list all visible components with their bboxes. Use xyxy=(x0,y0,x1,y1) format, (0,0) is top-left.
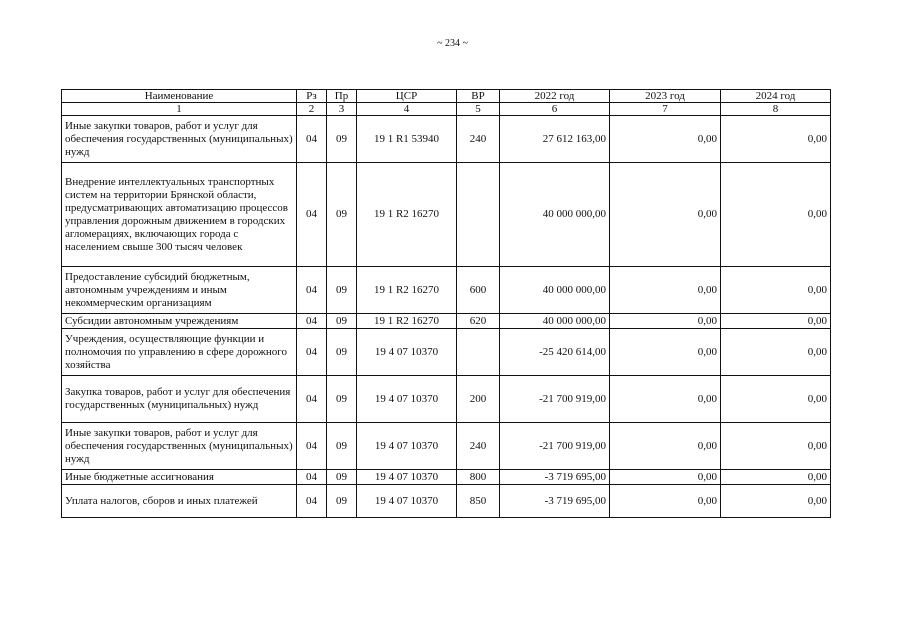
row-2024-cell: 0,00 xyxy=(721,267,831,314)
column-number: 2 xyxy=(297,103,327,116)
column-number: 8 xyxy=(721,103,831,116)
table-row xyxy=(62,163,831,267)
row-csr-cell: 19 1 R2 16270 xyxy=(357,314,457,329)
row-rz-cell: 04 xyxy=(297,470,327,485)
header-rz: Рз xyxy=(297,90,327,103)
row-pr-cell: 09 xyxy=(327,163,357,267)
table-row xyxy=(62,329,831,376)
row-2023-cell: 0,00 xyxy=(610,470,721,485)
row-pr-cell: 09 xyxy=(327,329,357,376)
row-vr-cell: 600 xyxy=(457,267,500,314)
row-2022-cell: -3 719 695,00 xyxy=(500,470,610,485)
row-pr-cell: 09 xyxy=(327,376,357,423)
table-row xyxy=(62,485,831,518)
row-rz-cell: 04 xyxy=(297,329,327,376)
table-row xyxy=(62,376,831,423)
row-rz-cell: 04 xyxy=(297,116,327,163)
row-rz-cell: 04 xyxy=(297,485,327,518)
row-vr-cell: 620 xyxy=(457,314,500,329)
row-csr-cell: 19 4 07 10370 xyxy=(357,485,457,518)
row-name-cell: Иные закупки товаров, работ и услуг для обеспечения государственных (муниципальных) нужд xyxy=(62,423,297,470)
row-name-cell: Предоставление субсидий бюджетным, автономным учреждениям и иным некоммерческим организациям xyxy=(62,267,297,314)
row-2022-cell: 40 000 000,00 xyxy=(500,314,610,329)
row-2023-cell: 0,00 xyxy=(610,267,721,314)
row-2022-cell: -25 420 614,00 xyxy=(500,329,610,376)
row-pr-cell: 09 xyxy=(327,423,357,470)
row-csr-cell: 19 1 R2 16270 xyxy=(357,163,457,267)
column-number: 5 xyxy=(457,103,500,116)
row-rz-cell: 04 xyxy=(297,314,327,329)
row-2023-cell: 0,00 xyxy=(610,329,721,376)
row-vr-cell: 200 xyxy=(457,376,500,423)
row-2024-cell: 0,00 xyxy=(721,116,831,163)
row-name-cell: Закупка товаров, работ и услуг для обеспечения государственных (муниципальных) нужд xyxy=(62,376,297,423)
row-2023-cell: 0,00 xyxy=(610,485,721,518)
row-vr-cell: 240 xyxy=(457,423,500,470)
row-rz-cell: 04 xyxy=(297,423,327,470)
row-2022-cell: -21 700 919,00 xyxy=(500,376,610,423)
row-pr-cell: 09 xyxy=(327,267,357,314)
column-number-row xyxy=(62,103,831,116)
header-vr: ВР xyxy=(457,90,500,103)
row-pr-cell: 09 xyxy=(327,470,357,485)
row-csr-cell: 19 1 R2 16270 xyxy=(357,267,457,314)
row-name-cell: Учреждения, осуществляющие функции и полномочия по управлению в сфере дорожного хозяйства xyxy=(62,329,297,376)
row-csr-cell: 19 4 07 10370 xyxy=(357,423,457,470)
header-name: Наименование xyxy=(62,90,297,103)
row-name-cell: Субсидии автономным учреждениям xyxy=(62,314,297,329)
budget-table xyxy=(61,89,831,518)
row-2024-cell: 0,00 xyxy=(721,314,831,329)
row-csr-cell: 19 1 R1 53940 xyxy=(357,116,457,163)
row-csr-cell: 19 4 07 10370 xyxy=(357,376,457,423)
header-row xyxy=(62,90,831,103)
row-2024-cell: 0,00 xyxy=(721,470,831,485)
row-2022-cell: 40 000 000,00 xyxy=(500,267,610,314)
row-vr-cell xyxy=(457,163,500,267)
row-2024-cell: 0,00 xyxy=(721,376,831,423)
row-rz-cell: 04 xyxy=(297,376,327,423)
row-csr-cell: 19 4 07 10370 xyxy=(357,329,457,376)
row-vr-cell: 850 xyxy=(457,485,500,518)
row-vr-cell xyxy=(457,329,500,376)
header-2024: 2024 год xyxy=(721,90,831,103)
row-2023-cell: 0,00 xyxy=(610,116,721,163)
column-number: 7 xyxy=(610,103,721,116)
row-pr-cell: 09 xyxy=(327,116,357,163)
page-number: ~ 234 ~ xyxy=(437,38,468,49)
column-number: 1 xyxy=(62,103,297,116)
row-2023-cell: 0,00 xyxy=(610,376,721,423)
header-pr: Пр xyxy=(327,90,357,103)
row-rz-cell: 04 xyxy=(297,267,327,314)
row-2023-cell: 0,00 xyxy=(610,423,721,470)
row-vr-cell: 240 xyxy=(457,116,500,163)
column-number: 3 xyxy=(327,103,357,116)
row-2023-cell: 0,00 xyxy=(610,163,721,267)
row-pr-cell: 09 xyxy=(327,485,357,518)
row-2022-cell: 27 612 163,00 xyxy=(500,116,610,163)
table-row xyxy=(62,470,831,485)
row-2024-cell: 0,00 xyxy=(721,329,831,376)
header-csr: ЦСР xyxy=(357,90,457,103)
row-csr-cell: 19 4 07 10370 xyxy=(357,470,457,485)
row-pr-cell: 09 xyxy=(327,314,357,329)
row-2024-cell: 0,00 xyxy=(721,163,831,267)
column-number: 4 xyxy=(357,103,457,116)
row-name-cell: Внедрение интеллектуальных транспортных систем на территории Брянской области, предусматривающих автоматизацию процессов управления дорожным движением в городских агломерациях, включающих города с населением свыше 300 тысяч человек xyxy=(62,163,297,267)
row-vr-cell: 800 xyxy=(457,470,500,485)
row-name-cell: Уплата налогов, сборов и иных платежей xyxy=(62,485,297,518)
row-2023-cell: 0,00 xyxy=(610,314,721,329)
header-2023: 2023 год xyxy=(610,90,721,103)
row-2024-cell: 0,00 xyxy=(721,485,831,518)
table-row xyxy=(62,423,831,470)
table-row xyxy=(62,116,831,163)
row-name-cell: Иные закупки товаров, работ и услуг для обеспечения государственных (муниципальных) нужд xyxy=(62,116,297,163)
row-2022-cell: -21 700 919,00 xyxy=(500,423,610,470)
row-name-cell: Иные бюджетные ассигнования xyxy=(62,470,297,485)
table-row xyxy=(62,314,831,329)
row-2024-cell: 0,00 xyxy=(721,423,831,470)
row-rz-cell: 04 xyxy=(297,163,327,267)
row-2022-cell: 40 000 000,00 xyxy=(500,163,610,267)
column-number: 6 xyxy=(500,103,610,116)
table-row xyxy=(62,267,831,314)
header-2022: 2022 год xyxy=(500,90,610,103)
row-2022-cell: -3 719 695,00 xyxy=(500,485,610,518)
table-body xyxy=(62,90,831,518)
